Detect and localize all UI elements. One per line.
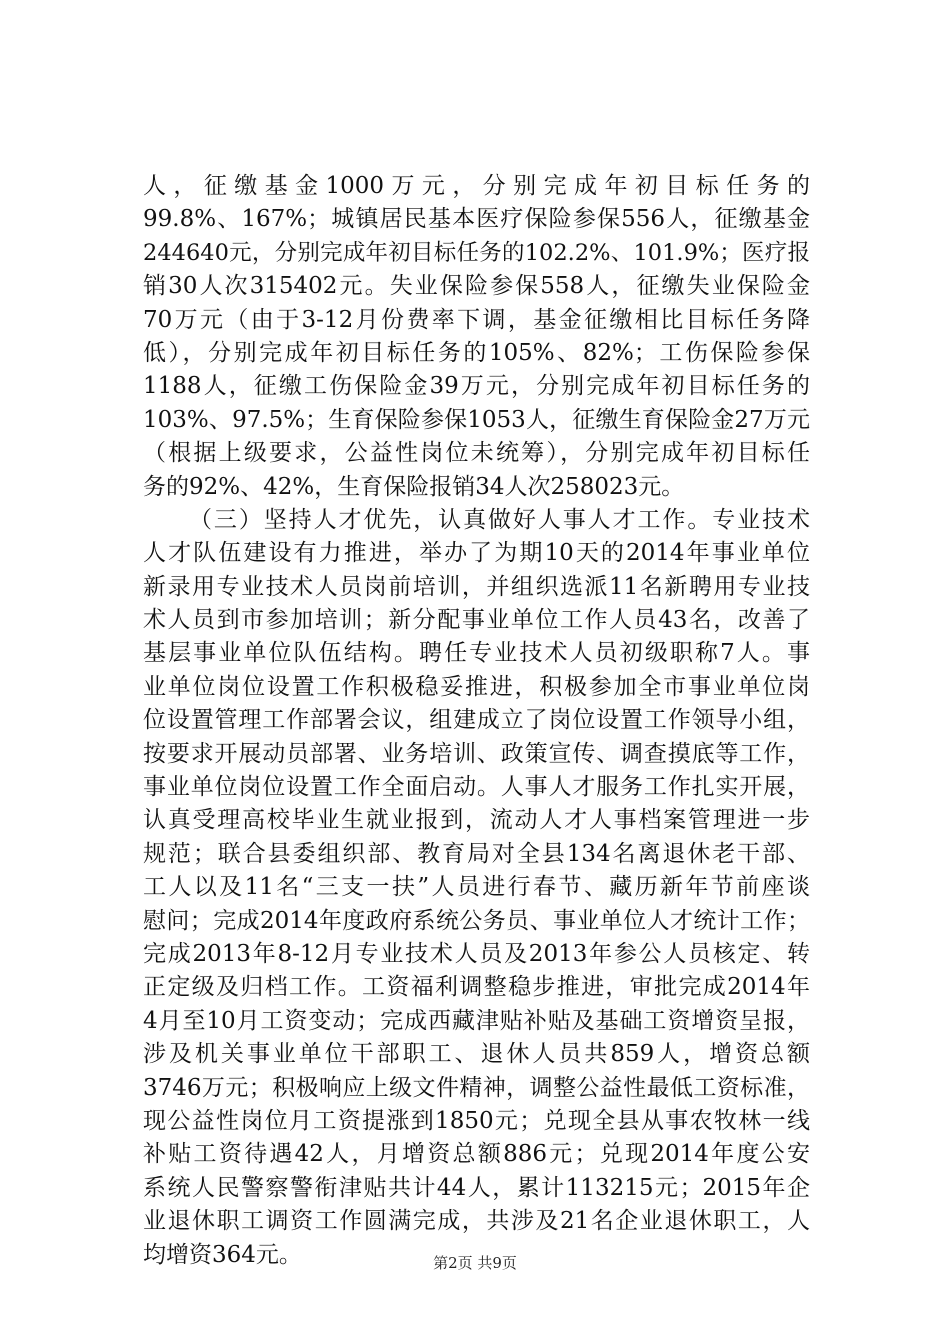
text-line: 人才队伍建设有力推进，举办了为期10天的2014年事业单位 [143,540,810,567]
text-line: 位设置管理工作部署会议，组建成立了岗位设置工作领导小组， [143,707,810,734]
text-line: 4月至10月工资变动；完成西藏津贴补贴及基础工资增资呈报， [143,1007,810,1034]
text-line: 人，征缴基金1000万元，分别完成年初目标任务的 [143,173,810,199]
text-line: 系统人民警察警衔津贴共计44人，累计113215元；2015年企 [143,1174,810,1201]
text-line: 销30人次315402元。失业保险参保558人，征缴失业保险金 [143,273,810,300]
text-line: 认真受理高校毕业生就业报到，流动人才人事档案管理进一步 [143,807,810,834]
text-line: 涉及机关事业单位干部职工、退休人员共859人，增资总额 [143,1041,810,1068]
text-line: 完成2013年8-12月专业技术人员及2013年参公人员核定、转 [143,940,810,967]
text-line: 均增资364元。 [143,1241,302,1268]
text-line: 务的92%、42%，生育保险报销34人次258023元。 [143,473,685,500]
text-line: 70万元（由于3-12月份费率下调，基金征缴相比目标任务降 [143,306,810,333]
text-line: 基层事业单位队伍结构。聘任专业技术人员初级职称7人。事 [143,640,810,667]
body-text [143,170,810,1272]
text-line: 103%、97.5%；生育保险参保1053人，征缴生育保险金27万元 [143,406,810,433]
page-number-footer: 第2页 共9页 [433,1254,517,1272]
text-line: 补贴工资待遇42人，月增资总额886元；兑现2014年度公安 [143,1141,810,1168]
text-line: 慰问；完成2014年度政府系统公务员、事业单位人才统计工作； [143,907,810,934]
text-line: 事业单位岗位设置工作全面启动。人事人才服务工作扎实开展， [143,774,810,801]
text-line: 规范；联合县委组织部、教育局对全县134名离退休老干部、 [143,840,810,867]
text-line: 现公益性岗位月工资提涨到1850元；兑现全县从事农牧林一线 [143,1107,810,1134]
text-line: 正定级及归档工作。工资福利调整稳步推进，审批完成2014年 [143,974,810,1001]
text-line: 业退休职工调资工作圆满完成，共涉及21名企业退休职工，人 [143,1208,810,1235]
text-line: 1188人，征缴工伤保险金39万元，分别完成年初目标任务的 [143,373,810,400]
text-line: 术人员到市参加培训；新分配事业单位工作人员43名，改善了 [143,607,810,634]
text-line: 低），分别完成年初目标任务的105%、82%；工伤保险参保 [143,339,810,366]
text-line: 业单位岗位设置工作积极稳妥推进，积极参加全市事业单位岗 [143,673,810,700]
text-line: 按要求开展动员部署、业务培训、政策宣传、调查摸底等工作， [143,740,810,767]
text-line: （根据上级要求，公益性岗位未统筹），分别完成年初目标任 [143,440,810,467]
paragraph-heading-line: （三）坚持人才优先，认真做好人事人才工作。专业技术 [189,506,810,533]
text-line: 99.8%、167%；城镇居民基本医疗保险参保556人，征缴基金 [143,206,810,233]
text-line: 新录用专业技术人员岗前培训，并组织选派11名新聘用专业技 [143,573,810,600]
text-line: 3746万元；积极响应上级文件精神，调整公益性最低工资标准， [143,1074,810,1101]
text-line: 工人以及11名“三支一扶”人员进行春节、藏历新年节前座谈 [143,874,810,901]
text-line: 244640元，分别完成年初目标任务的102.2%、101.9%；医疗报 [143,239,810,266]
